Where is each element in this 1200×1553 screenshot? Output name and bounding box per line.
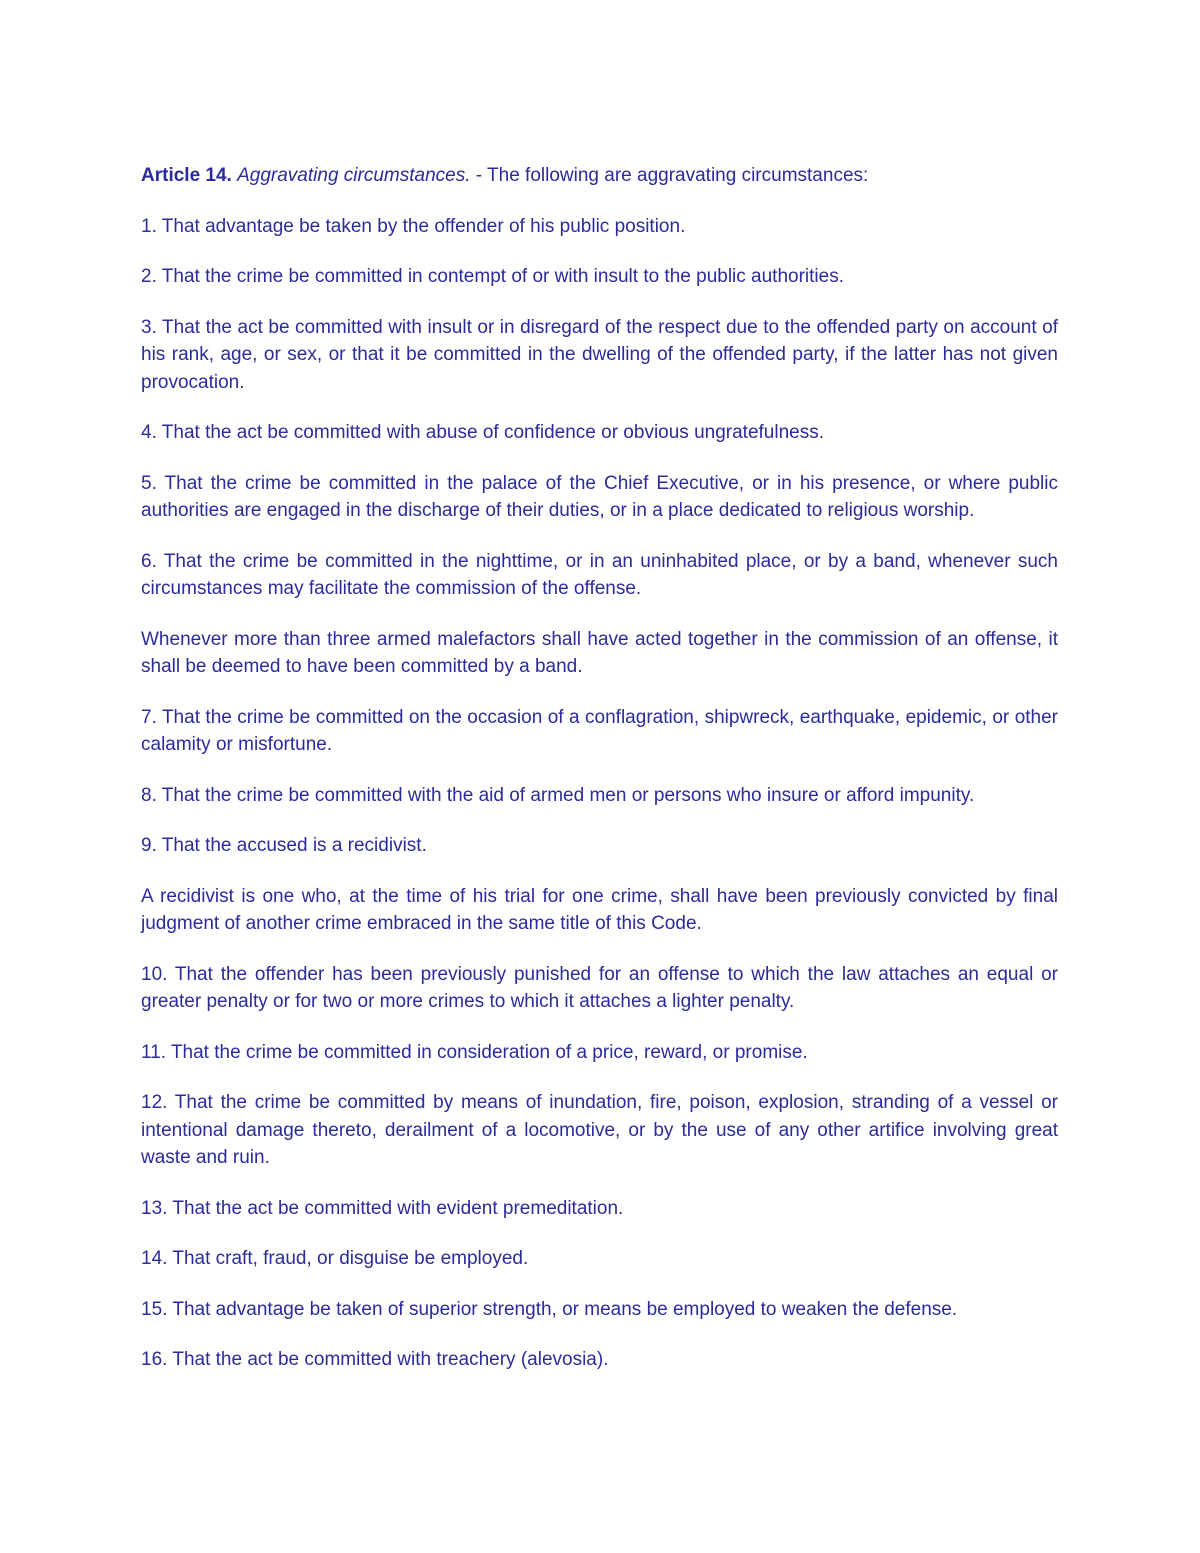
document-page [141,162,1058,1397]
paragraph-item-13: 13. That the act be committed with evident premeditation. [141,1197,624,1219]
paragraph-item-4: 4. That the act be committed with abuse of confidence or obvious ungratefulness. [141,422,824,443]
paragraph-item-3: 3. That the act be committed with insult or in disregard of the respect due to the offended party on account of his rank, age, or sex, or that it be committed in the dwelling of the offended party, if the latter has not given provocation. [141,316,1058,393]
paragraph-item-6: 6. That the crime be committed in the nighttime, or in an uninhabited place, or by a band, whenever such circumstances may facilitate the commission of the offense. [141,550,1058,599]
paragraph-item-7: 7. That the crime be committed on the occasion of a conflagration, shipwreck, earthquake, epidemic, or other calamity or misfortune. [141,706,1058,755]
paragraph-item-1: 1. That advantage be taken by the offender of his public position. [141,215,686,237]
paragraph-item-5: 5. That the crime be committed in the palace of the Chief Executive, or in his presence, or where public authorities are engaged in the discharge of their duties, or in a place dedicated to religious worship. [141,472,1058,521]
paragraph-item-8: 8. That the crime be committed with the aid of armed men or persons who insure or afford impunity. [141,784,975,806]
paragraph-item-9: 9. That the accused is a recidivist. [141,835,427,856]
article-label: Article 14. [141,165,232,186]
article-title: Aggravating circumstances. [237,165,471,186]
article-heading [141,162,1058,190]
paragraph-item-16: 16. That the act be committed with treachery (alevosia). [141,1349,609,1370]
paragraph-recidivist-definition: A recidivist is one who, at the time of his trial for one crime, shall have been previously convicted by final judgment of another crime embraced in the same title of this Code. [141,885,1058,934]
paragraph-item-11: 11. That the crime be committed in consideration of a price, reward, or promise. [141,1041,808,1063]
article-intro: - The following are aggravating circumstances: [470,165,869,186]
paragraph-item-14: 14. That craft, fraud, or disguise be employed. [141,1248,529,1269]
paragraph-item-12: 12. That the crime be committed by means of inundation, fire, poison, explosion, stranding of a vessel or intentional damage thereto, derailment of a locomotive, or by the use of any other artifice involving great waste and ruin. [141,1092,1058,1168]
paragraph-item-10: 10. That the offender has been previously punished for an offense to which the law attaches an equal or greater penalty or for two or more crimes to which it attaches a lighter penalty. [141,963,1058,1012]
paragraph-item-2: 2. That the crime be committed in contempt of or with insult to the public authorities. [141,266,844,287]
paragraph-band-definition: Whenever more than three armed malefactors shall have acted together in the commission of an offense, it shall be deemed to have been committed by a band. [141,628,1058,677]
paragraph-item-15: 15. That advantage be taken of superior strength, or means be employed to weaken the defense. [141,1298,958,1320]
